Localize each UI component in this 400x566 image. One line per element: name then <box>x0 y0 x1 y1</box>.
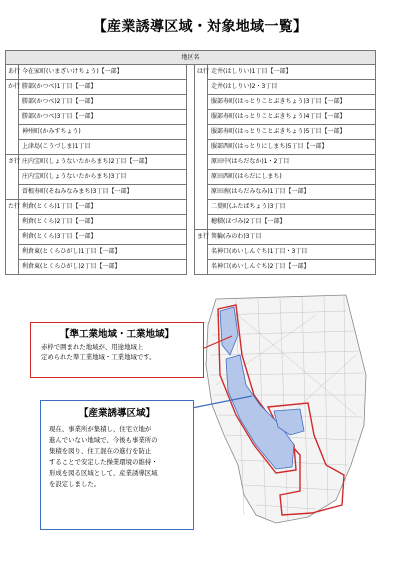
industrial-area-callout <box>30 322 204 378</box>
table-row <box>6 200 376 215</box>
table-row <box>6 140 376 155</box>
district-name: 利倉(とくら)3丁目【一部】 <box>19 230 187 245</box>
district-name: 服部寿町(はっとりことぶきちょう)3丁目【一部】 <box>208 95 376 110</box>
group-label: か行 <box>6 80 19 155</box>
table-row <box>6 170 376 185</box>
district-name: 穂積(ほづみ)2丁目【一部】 <box>208 215 376 230</box>
group-label: は行 <box>195 65 208 230</box>
district-name: 名神口(めいしんぐち)2丁目【一部】 <box>208 260 376 275</box>
district-name: 神州町(かみすちょう) <box>19 125 187 140</box>
table-row <box>6 185 376 200</box>
district-table <box>5 50 376 275</box>
district-name: 利倉(とくら)2丁目【一部】 <box>19 215 187 230</box>
district-name: 服部寿町(はっとりことぶきちょう)5丁目【一部】 <box>208 125 376 140</box>
table-row <box>6 80 376 95</box>
industrial-area-text: 赤枠で囲まれた地域が、用途地域上 定められた準工業地域・工業地域です。 <box>41 343 156 361</box>
table-row <box>6 110 376 125</box>
district-name: 勝部(かつべ)2丁目【一部】 <box>19 95 187 110</box>
district-name: 勝部(かつべ)3丁目【一部】 <box>19 110 187 125</box>
district-name: 走井(はしりい)2・3丁目 <box>208 80 376 95</box>
district-name: 庄内宝町(しょうないたからまち)3丁目 <box>19 170 187 185</box>
district-name: 原田西町(はらだにしまち) <box>208 170 376 185</box>
page-title: 【産業誘導区域・対象地域一覧】 <box>92 19 308 35</box>
district-name: 今在家町(いまざいけちょう)【一部】 <box>19 65 187 80</box>
district-name: 名神口(めいしんぐち)1丁目・3丁目 <box>208 245 376 260</box>
district-name: 服部西町(はっとりにしまち)5丁目【一部】 <box>208 140 376 155</box>
district-name: 箕輪(みのわ)3丁目 <box>208 230 376 245</box>
district-name: 原田中(はらだなか)1・2丁目 <box>208 155 376 170</box>
district-name: 利倉(とくら)1丁目【一部】 <box>19 200 187 215</box>
induction-zone-callout <box>40 400 194 530</box>
district-name: 曽根寿町(そねみなみまち)3丁目【一部】 <box>19 185 187 200</box>
group-label: あ行 <box>6 65 19 80</box>
district-name: 勝部(かつべ)1丁目【一部】 <box>19 80 187 95</box>
table-row <box>6 245 376 260</box>
district-name: 上津島(こうづしま)1丁目 <box>19 140 187 155</box>
district-name: 利倉東(とくらひがし)1丁目【一部】 <box>19 245 187 260</box>
district-name: 服部寿町(はっとりことぶきちょう)4丁目【一部】 <box>208 110 376 125</box>
district-name: 利倉東(とくらひがし)2丁目【一部】 <box>19 260 187 275</box>
district-name: 二葉町(ふたばちょう)3丁目 <box>208 200 376 215</box>
induction-zone-heading: 【産業誘導区域】 <box>78 408 155 419</box>
induction-zone-text: 現在、事業所が集積し、住宅立地が 進んでいない地域で、今後も事業所の 集積を図り、住工混在の進行を防止 することで安定した操業環境の維持・ 形成を図る区域として、産業誘導区域 を設定しました。 <box>49 425 158 488</box>
table-row <box>6 95 376 110</box>
table-row <box>6 65 376 80</box>
table-row <box>6 215 376 230</box>
district-map <box>196 295 376 525</box>
district-name: 原田南(はらだみなみ)1丁目【一部】 <box>208 185 376 200</box>
table-row <box>6 125 376 140</box>
group-label: さ行 <box>6 155 19 200</box>
table-row <box>6 155 376 170</box>
district-name: 走井(はしりい)1丁目【一部】 <box>208 65 376 80</box>
district-name: 庄内宝町(しょうないたからまち)2丁目【一部】 <box>19 155 187 170</box>
group-label: た行 <box>6 200 19 275</box>
industrial-area-heading: 【準工業地域・工業地域】 <box>59 329 174 340</box>
table-row <box>6 260 376 275</box>
table-header: 地区名 <box>6 51 376 65</box>
table-row <box>6 230 376 245</box>
group-label: ま行 <box>195 230 208 275</box>
